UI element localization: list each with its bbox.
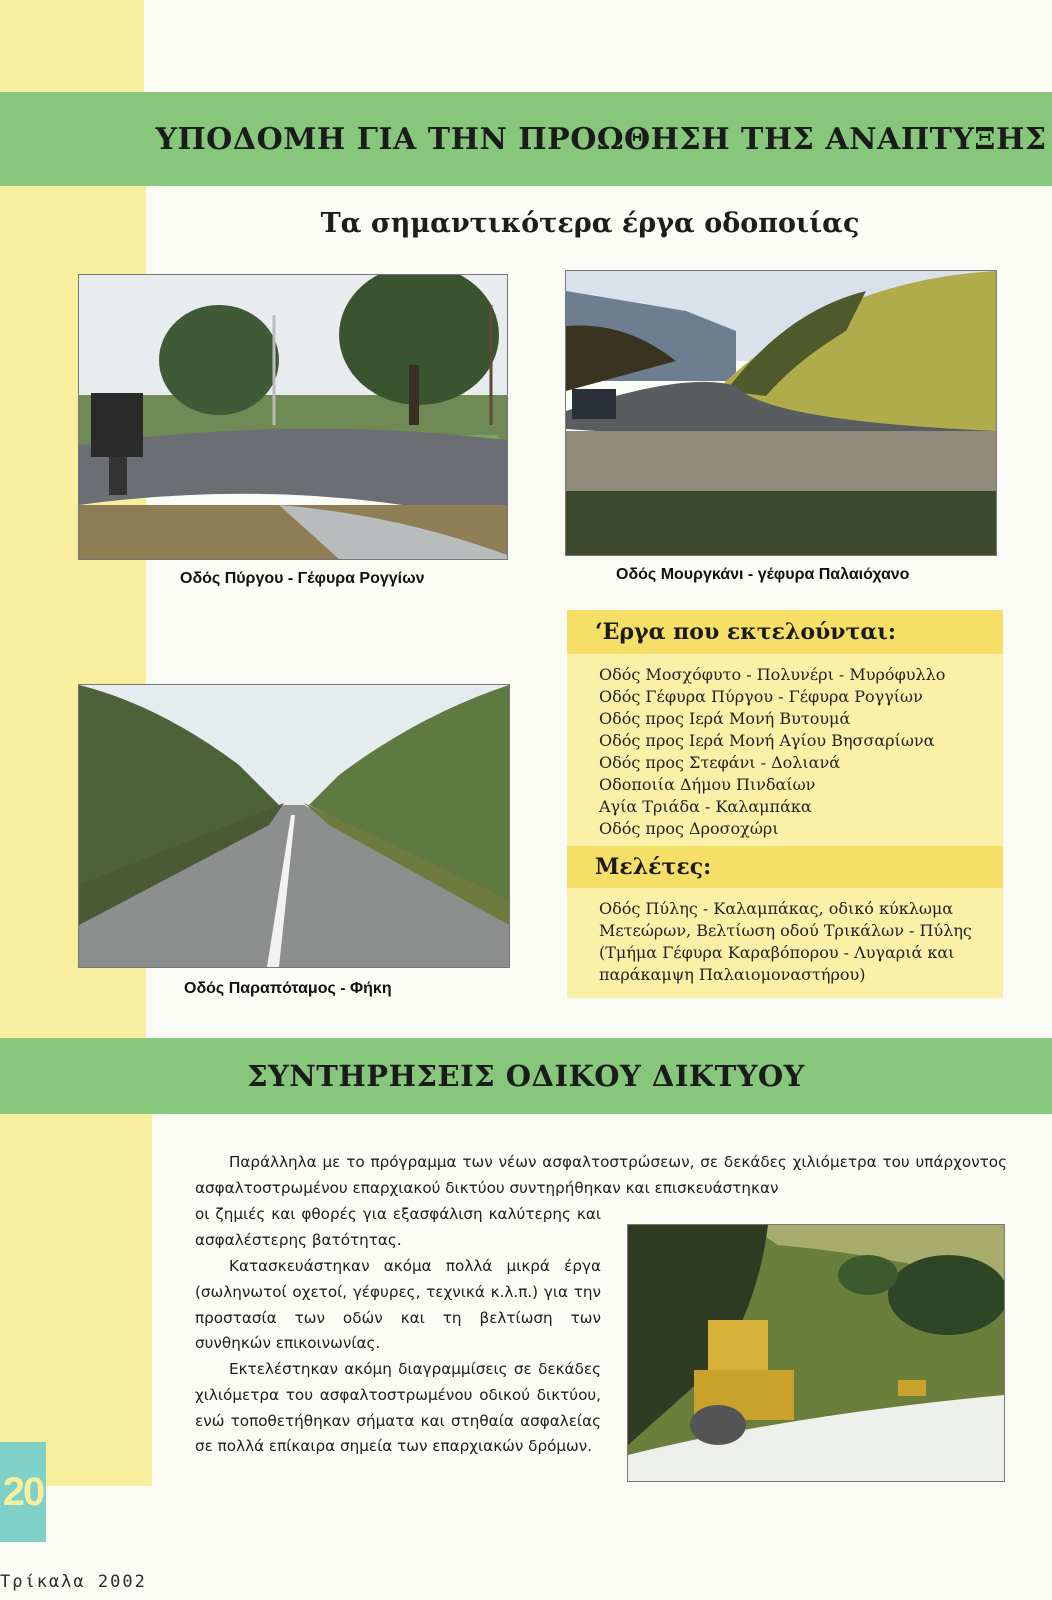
list-item: Οδός προς Ιερά Μονή Αγίου Βησσαρίωνα bbox=[599, 731, 935, 750]
list-item: Οδός Πύλης - Καλαμπάκας, οδικό κύκλωμα bbox=[599, 899, 954, 918]
maintenance-lead-paragraph: Παράλληλα με το πρόγραμμα των νέων ασφαλτοστρώσεων, σε δεκάδες χιλιόμετρα του υπάρχοντος ασφαλτοστρωμένου επαρχιακού δικτύου συντηρήθηκαν και επισκευάστηκαν bbox=[195, 1153, 1007, 1197]
list-item: Οδοποιία Δήμου Πινδαίων bbox=[599, 775, 816, 794]
list-item: Οδός προς Ιερά Μονή Βυτουμά bbox=[599, 709, 851, 728]
footer-text: Τρίκαλα 2002 bbox=[0, 1572, 147, 1592]
works-box bbox=[567, 610, 1003, 998]
studies-list bbox=[599, 898, 972, 986]
photo-mourgkani-road bbox=[565, 270, 997, 556]
page-title: ΥΠΟΔΟΜΗ ΓΙΑ ΤΗΝ ΠΡΟΩΘΗΣΗ ΤΗΣ ΑΝΑΠΤΥΞΗΣ bbox=[155, 121, 1047, 157]
maintenance-paragraph-2: Κατασκευάστηκαν ακόμα πολλά μικρά έργα (σωληνωτοί οχετοί, γέφυρες, τεχνικά κ.λ.π.) για την προστασία των οδών και τη βελτίωση των συνθηκών επικοινωνίας. bbox=[195, 1257, 601, 1353]
page-number: 20 bbox=[0, 1442, 46, 1542]
list-item: (Τμήμα Γέφυρα Καραβόπορου - Λυγαριά και bbox=[599, 943, 955, 962]
photo-caption-pyrgou: Οδός Πύργου - Γέφυρα Ρογγίων bbox=[180, 570, 425, 587]
header-band bbox=[0, 92, 1052, 186]
photo-caption-parapotamos: Οδός Παραπόταμος - Φήκη bbox=[184, 980, 392, 997]
list-item: Αγία Τριάδα - Καλαμπάκα bbox=[599, 797, 812, 816]
list-item: Οδός προς Δροσοχώρι bbox=[599, 819, 779, 838]
list-item: Οδός Γέφυρα Πύργου - Γέφυρα Ρογγίων bbox=[599, 687, 923, 706]
list-item: παράκαμψη Παλαιομοναστήρου) bbox=[599, 965, 866, 984]
maintenance-band bbox=[0, 1038, 1052, 1114]
left-yellow-strip-bottom bbox=[0, 1114, 152, 1486]
photo-parapotamos-road bbox=[78, 684, 510, 968]
section-subtitle: Τα σημαντικότερα έργα οδοποιίας bbox=[320, 208, 860, 239]
photo-road-roller bbox=[627, 1224, 1005, 1482]
works-in-progress-heading bbox=[567, 610, 1003, 654]
works-in-progress-list bbox=[599, 664, 945, 840]
maintenance-paragraph-3: Εκτελέστηκαν ακόμη διαγραμμίσεις σε δεκάδες χιλιόμετρα του ασφαλτοστρωμένου οδικού δικτύου, ενώ τοποθετήθηκαν σήματα και στηθαία ασφαλείας σε πολλά επίκαιρα σημεία των επαρχιακών δρόμων. bbox=[195, 1360, 601, 1456]
photo-pyrgou-roundabout bbox=[78, 274, 508, 560]
list-item: Οδός προς Στεφάνι - Δολιανά bbox=[599, 753, 841, 772]
works-in-progress-title: ‘Εργα που εκτελούνται: bbox=[595, 619, 897, 645]
list-item: Οδός Μοσχόφυτο - Πολυνέρι - Μυρόφυλλο bbox=[599, 665, 946, 684]
left-yellow-strip-top bbox=[0, 0, 144, 92]
studies-heading bbox=[567, 846, 1003, 888]
list-item: Μετεώρων, Βελτίωση οδού Τρικάλων - Πύλης bbox=[599, 921, 972, 940]
maintenance-title: ΣΥΝΤΗΡΗΣΕΙΣ ΟΔΙΚΟΥ ΔΙΚΤΥΟΥ bbox=[247, 1059, 805, 1093]
maintenance-lead-continuation: οι ζημιές και φθορές για εξασφάλιση καλύτερης και ασφαλέστερης βατότητας. bbox=[195, 1205, 601, 1249]
photo-caption-mourgkani: Οδός Μουργκάνι - γέφυρα Παλαιόχανο bbox=[616, 566, 910, 583]
studies-title: Μελέτες: bbox=[595, 854, 712, 880]
